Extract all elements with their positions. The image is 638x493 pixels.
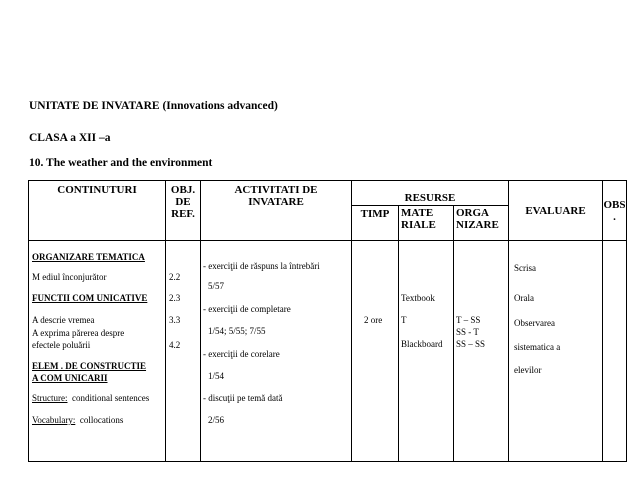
evaluare-item: Scrisa [514,263,536,273]
continuturi-cell [29,241,166,462]
evaluare-item: Orala [514,293,534,303]
header-timp: TIMP [352,206,399,241]
evaluare-item: sistematica a [514,342,561,352]
header-activitati: ACTIVITATI DE INVATARE [201,181,352,241]
organizare-item: SS – SS [456,339,486,349]
activitati-cell [201,241,352,462]
header-organizare: ORGA NIZARE [454,206,509,241]
obj-ref-item: 2.3 [169,293,181,303]
class-label: CLASA a XII –a [29,132,111,144]
header-evaluare: EVALUARE [509,181,603,241]
material-item: Blackboard [401,339,443,349]
activity-line: - exerciţii de răspuns la întrebări [203,261,320,271]
topic-title: 10. The weather and the environment [29,157,213,169]
obs-cell [603,241,627,462]
descrie-text: A descrie vremea [32,315,95,325]
structure-line: Structure: conditional sentences [32,393,150,403]
activity-ref: 1/54 [208,371,225,381]
activity-line: - exerciţii de corelare [203,349,280,359]
exprima-text-2: efectele poluării [32,340,91,350]
organizare-item: T – SS [456,315,481,325]
mediul-text: M ediul înconjurător [32,272,107,282]
elem-heading-1: ELEM . DE CONSTRUCTIE [32,361,147,371]
activity-line: - exerciţii de completare [203,304,291,314]
material-item: T [401,315,407,325]
activity-ref: 5/57 [208,281,225,291]
unit-title: UNITATE DE INVATARE (Innovations advanced) [29,100,278,112]
org-tematica: ORGANIZARE TEMATICA [32,252,145,262]
evaluare-item: elevilor [514,365,542,375]
exprima-text-1: A exprima părerea despre [32,328,125,338]
header-continuturi: CONTINUTURI [29,181,166,241]
activity-ref: 2/56 [208,415,225,425]
vocabulary-line: Vocabulary: collocations [32,415,124,425]
header-obj-ref: OBJ. DE REF. [166,181,201,241]
header-materiale: MATE RIALE [399,206,454,241]
timp-value: 2 ore [364,315,383,325]
header-obs: OBS . [603,181,627,241]
activity-ref: 1/54; 5/55; 7/55 [208,326,266,336]
organizare-item: SS - T [456,327,479,337]
obj-ref-cell [166,241,201,462]
lesson-plan-table [28,180,627,462]
timp-cell [352,241,399,462]
elem-heading-2: A COM UNICARII [32,373,108,383]
obj-ref-item: 4.2 [169,340,181,350]
evaluare-cell [509,241,603,462]
header-resurse: RESURSE [352,181,509,206]
material-item: Textbook [401,293,435,303]
functii-heading: FUNCTII COM UNICATIVE [32,293,148,303]
evaluare-item: Observarea [514,318,555,328]
organizare-cell [454,241,509,462]
materiale-cell [399,241,454,462]
obj-ref-item: 3.3 [169,315,181,325]
activity-line: - discuţii pe temă dată [203,393,283,403]
obj-ref-item: 2.2 [169,272,181,282]
